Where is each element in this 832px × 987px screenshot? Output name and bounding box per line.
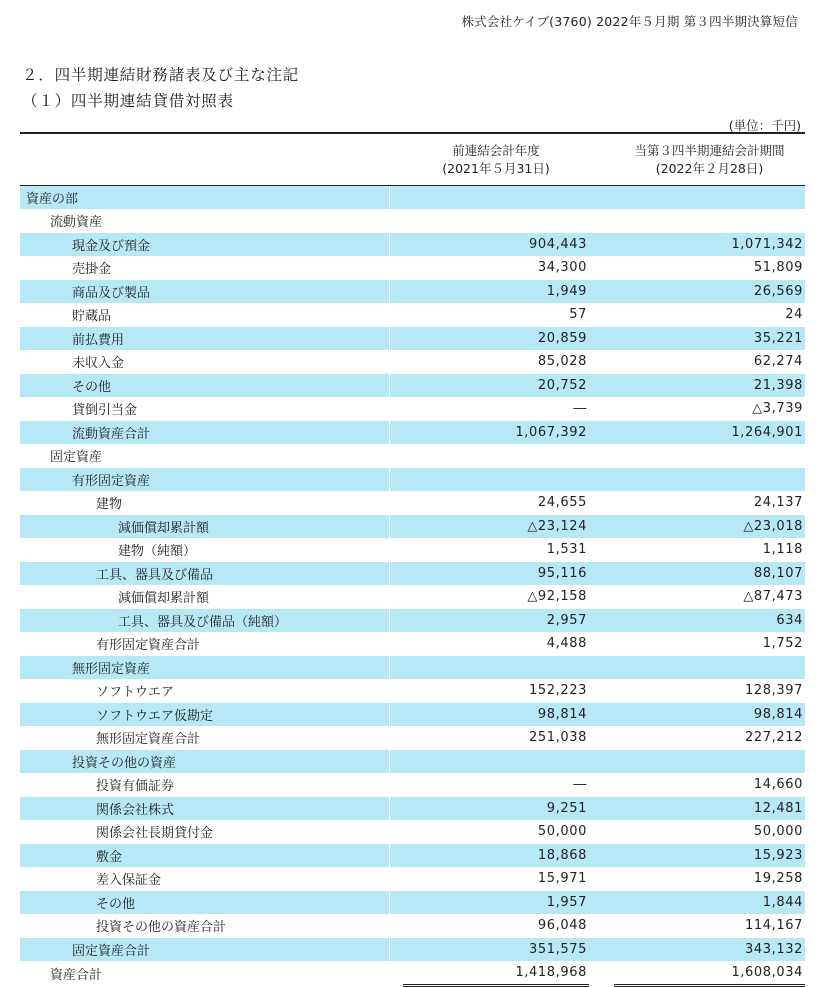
curr-period-value: 1,118 <box>614 538 805 562</box>
curr-period-value: 98,814 <box>614 703 805 727</box>
curr-period-value: 1,264,901 <box>614 421 805 445</box>
row-label: 売掛金 <box>20 256 389 280</box>
curr-period-value: 62,274 <box>614 350 805 374</box>
curr-period-header-title: 当第３四半期連結会計期間 <box>634 142 785 158</box>
prev-period-value: 24,655 <box>403 491 589 515</box>
prev-period-header-title: 前連結会計年度 <box>452 142 540 158</box>
row-label: 工具、器具及び備品（純額） <box>20 609 389 633</box>
table-row <box>20 609 805 633</box>
row-label: 未収入金 <box>20 350 389 374</box>
table-row <box>20 186 805 210</box>
prev-period-value: 20,859 <box>403 327 589 351</box>
table-row <box>20 938 805 962</box>
curr-period-value: 24 <box>614 303 805 327</box>
prev-period-value <box>403 444 589 468</box>
curr-period-header <box>614 133 805 186</box>
row-label: 貸倒引当金 <box>20 397 389 421</box>
row-label: 資産の部 <box>20 186 389 210</box>
prev-period-value: 1,067,392 <box>403 421 589 445</box>
table-row <box>20 797 805 821</box>
row-label: 現金及び預金 <box>20 233 389 257</box>
curr-period-value: △23,018 <box>614 515 805 539</box>
prev-period-value <box>403 468 589 492</box>
row-label: 建物（純額） <box>20 538 389 562</box>
curr-period-value <box>614 656 805 680</box>
table-row <box>20 327 805 351</box>
row-label: 関係会社長期貸付金 <box>20 820 389 844</box>
curr-period-value: 50,000 <box>614 820 805 844</box>
table-row <box>20 562 805 586</box>
row-label: 差入保証金 <box>20 867 389 891</box>
prev-period-value: 95,116 <box>403 562 589 586</box>
prev-period-value: 57 <box>403 303 589 327</box>
row-label: 工具、器具及び備品 <box>20 562 389 586</box>
row-label: 建物 <box>20 491 389 515</box>
curr-period-value: 24,137 <box>614 491 805 515</box>
table-row <box>20 632 805 656</box>
row-label: 投資その他の資産 <box>20 750 389 774</box>
row-label: 流動資産合計 <box>20 421 389 445</box>
prev-period-value: 98,814 <box>403 703 589 727</box>
curr-period-value: 15,923 <box>614 844 805 868</box>
row-label: 投資その他の資産合計 <box>20 914 389 938</box>
table-row <box>20 209 805 233</box>
subsection-title: （１）四半期連結貸借対照表 <box>22 92 234 110</box>
curr-period-value <box>614 209 805 233</box>
curr-period-value: 1,752 <box>614 632 805 656</box>
prev-period-value: 1,949 <box>403 280 589 304</box>
prev-period-value: ― <box>403 773 589 797</box>
table-row <box>20 421 805 445</box>
curr-period-value: 26,569 <box>614 280 805 304</box>
curr-period-value: 21,398 <box>614 374 805 398</box>
row-label: 有形固定資産 <box>20 468 389 492</box>
row-label: その他 <box>20 374 389 398</box>
curr-period-value <box>614 186 805 210</box>
table-row <box>20 914 805 938</box>
row-label: 敷金 <box>20 844 389 868</box>
table-row <box>20 891 805 915</box>
table-row <box>20 280 805 304</box>
unit-note: (単位：千円) <box>728 118 801 133</box>
table-row <box>20 350 805 374</box>
prev-period-value: △23,124 <box>403 515 589 539</box>
prev-period-header <box>403 133 589 186</box>
row-label: 関係会社株式 <box>20 797 389 821</box>
table-body <box>20 186 805 986</box>
table-row <box>20 656 805 680</box>
table-row <box>20 703 805 727</box>
curr-period-value: 1,608,034 <box>614 961 805 986</box>
balance-sheet-table <box>20 132 805 987</box>
prev-period-value: 96,048 <box>403 914 589 938</box>
prev-period-value: 351,575 <box>403 938 589 962</box>
prev-period-value <box>403 656 589 680</box>
table-row <box>20 397 805 421</box>
prev-period-value: 50,000 <box>403 820 589 844</box>
prev-period-value: 1,418,968 <box>403 961 589 986</box>
row-label: 固定資産 <box>20 444 389 468</box>
table-row <box>20 961 805 986</box>
curr-period-value: 114,167 <box>614 914 805 938</box>
row-label: 流動資産 <box>20 209 389 233</box>
table-row <box>20 679 805 703</box>
table-row <box>20 844 805 868</box>
balance-sheet <box>20 132 805 987</box>
row-label: その他 <box>20 891 389 915</box>
curr-period-value: 19,258 <box>614 867 805 891</box>
prev-period-header-date: (2021年５月31日) <box>442 160 550 176</box>
prev-period-value: 1,957 <box>403 891 589 915</box>
prev-period-value: 251,038 <box>403 726 589 750</box>
prev-period-value: 34,300 <box>403 256 589 280</box>
row-label: ソフトウエア仮勘定 <box>20 703 389 727</box>
row-label: 無形固定資産 <box>20 656 389 680</box>
curr-period-value: 35,221 <box>614 327 805 351</box>
curr-period-value: 12,481 <box>614 797 805 821</box>
curr-period-value: △87,473 <box>614 585 805 609</box>
table-row <box>20 726 805 750</box>
prev-period-value: △92,158 <box>403 585 589 609</box>
table-row <box>20 538 805 562</box>
row-label: 無形固定資産合計 <box>20 726 389 750</box>
table-row <box>20 773 805 797</box>
column-header-row <box>20 133 805 186</box>
table-row <box>20 491 805 515</box>
prev-period-value: 4,488 <box>403 632 589 656</box>
label-column-header <box>20 133 389 186</box>
prev-period-value: 20,752 <box>403 374 589 398</box>
row-label: 貯蔵品 <box>20 303 389 327</box>
table-row <box>20 444 805 468</box>
row-label: 有形固定資産合計 <box>20 632 389 656</box>
table-row <box>20 515 805 539</box>
prev-period-value: 2,957 <box>403 609 589 633</box>
curr-period-value: 1,844 <box>614 891 805 915</box>
table-row <box>20 820 805 844</box>
prev-period-value <box>403 209 589 233</box>
prev-period-value <box>403 186 589 210</box>
prev-period-value: 9,251 <box>403 797 589 821</box>
curr-period-value: 1,071,342 <box>614 233 805 257</box>
curr-period-value <box>614 750 805 774</box>
curr-period-value <box>614 444 805 468</box>
table-row <box>20 233 805 257</box>
curr-period-value: △3,739 <box>614 397 805 421</box>
row-label: 資産合計 <box>20 961 389 986</box>
prev-period-value: 904,443 <box>403 233 589 257</box>
curr-period-value: 343,132 <box>614 938 805 962</box>
section-title: ２．四半期連結財務諸表及び主な注記 <box>22 66 300 84</box>
prev-period-value: 18,868 <box>403 844 589 868</box>
table-row <box>20 303 805 327</box>
table-row <box>20 468 805 492</box>
curr-period-value: 128,397 <box>614 679 805 703</box>
row-label: 前払費用 <box>20 327 389 351</box>
row-label: 商品及び製品 <box>20 280 389 304</box>
curr-period-header-date: (2022年２月28日) <box>655 160 764 176</box>
curr-period-value: 88,107 <box>614 562 805 586</box>
curr-period-value: 227,212 <box>614 726 805 750</box>
curr-period-value <box>614 468 805 492</box>
document-header: 株式会社ケイブ(3760) 2022年５月期 第３四半期決算短信 <box>461 14 798 29</box>
table-row <box>20 867 805 891</box>
prev-period-value: 85,028 <box>403 350 589 374</box>
row-label: 投資有価証券 <box>20 773 389 797</box>
prev-period-value: 15,971 <box>403 867 589 891</box>
prev-period-value: 1,531 <box>403 538 589 562</box>
prev-period-value: ― <box>403 397 589 421</box>
prev-period-value <box>403 750 589 774</box>
table-row <box>20 750 805 774</box>
row-label: 固定資産合計 <box>20 938 389 962</box>
prev-period-value: 152,223 <box>403 679 589 703</box>
row-label: 減価償却累計額 <box>20 585 389 609</box>
table-row <box>20 374 805 398</box>
curr-period-value: 634 <box>614 609 805 633</box>
table-row <box>20 585 805 609</box>
curr-period-value: 51,809 <box>614 256 805 280</box>
row-label: ソフトウエア <box>20 679 389 703</box>
curr-period-value: 14,660 <box>614 773 805 797</box>
row-label: 減価償却累計額 <box>20 515 389 539</box>
table-row <box>20 256 805 280</box>
